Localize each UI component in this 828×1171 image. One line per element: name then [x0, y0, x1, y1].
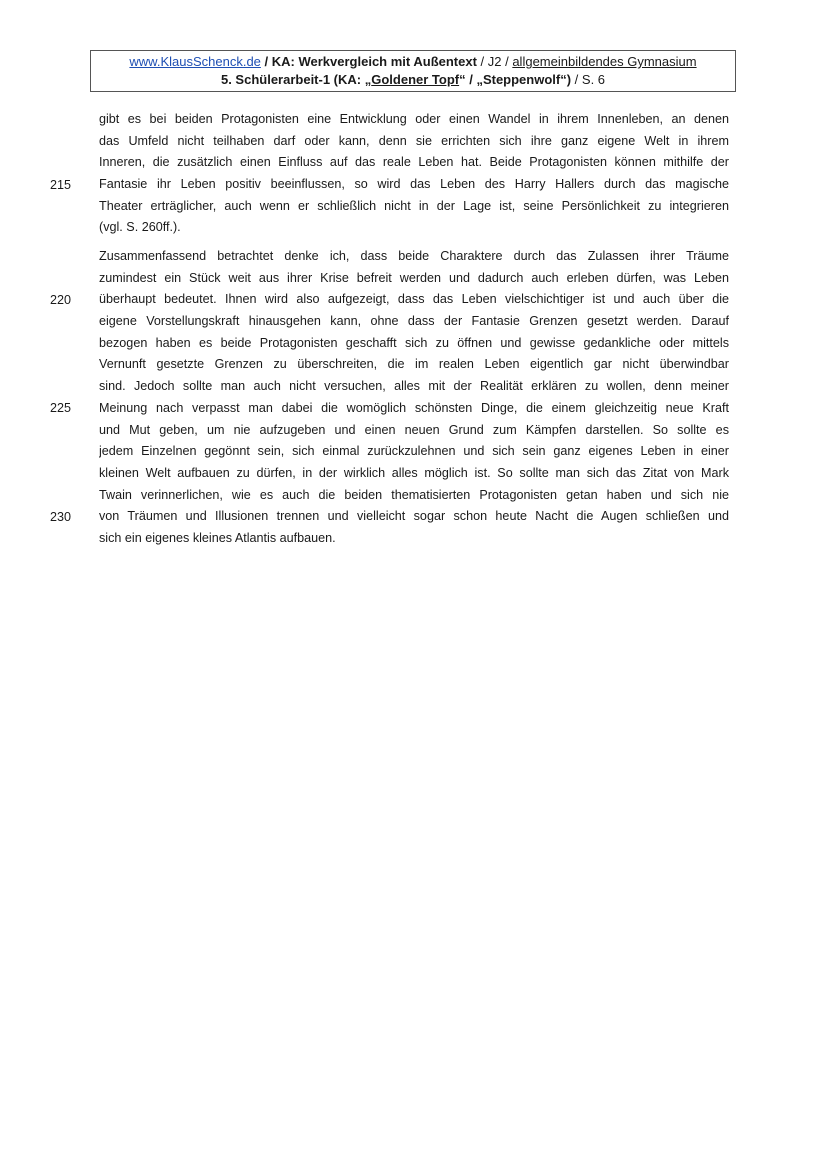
text-line: sind. Jedoch sollte man auch nicht versuchen, alles mit der Realität erklären zu wollen, denn meiner: [99, 379, 729, 394]
text-line: (vgl. S. 260ff.).: [99, 220, 181, 235]
line-number: 225: [50, 401, 72, 415]
header-line-1: [91, 53, 735, 71]
paragraph-1: [99, 109, 729, 239]
header-page-number: / S. 6: [571, 72, 606, 87]
text-line: jedem Einzelnen gegönnt sein, sich einmal zurückzulehnen und sich sein ganz eigenes Leben in einer: [99, 444, 729, 459]
text-line: überhaupt bedeutet. Ihnen wird also aufgezeigt, dass das Leben vielschichtiger ist und auch über die: [99, 292, 729, 307]
text-line: gibt es bei beiden Protagonisten eine Entwicklung oder einen Wandel in ihrem Innenleben, an denen: [99, 112, 729, 126]
text-line: Fantasie ihr Leben positiv beeinflussen, so wird das Leben des Harry Hallers durch das magische: [99, 177, 729, 192]
header-sep-2: / J2 /: [476, 54, 513, 69]
paragraph-2: [99, 246, 729, 550]
line-number: 220: [50, 293, 72, 307]
text-line: das Umfeld nicht teilhaben darf oder kann, denn sie errichten sich ihre ganz eigene Welt in ihrem: [99, 133, 729, 148]
header-assignment-prefix: 5. Schülerarbeit-1 (KA: „: [220, 72, 372, 87]
text-line: von Träumen und Illusionen trennen und vielleicht sogar schon heute Nacht die Augen schließen und: [99, 509, 729, 524]
header-sep-1: /: [260, 54, 272, 69]
header-assignment-mid: “ / „Steppenwolf“): [459, 72, 572, 87]
text-line: zumindest ein Stück weit aus ihrer Krise befreit werden und dadurch auch erleben dürfen, was Leben: [99, 270, 729, 285]
text-line: sich ein eigenes kleines Atlantis aufbauen.: [99, 530, 336, 545]
text-line: Inneren, die zusätzlich einen Einfluss auf das reale Leben hat. Beide Protagonisten können mithilfe der: [99, 155, 729, 170]
document-header: [90, 50, 736, 92]
text-line: und Mut geben, um nie aufzugeben und einen neuen Grund zum Kämpfen darstellen. So sollte es: [99, 422, 729, 437]
header-work-1: Goldener Topf: [371, 72, 460, 87]
header-category: KA: Werkvergleich mit Außentext: [271, 54, 477, 69]
text-line: Vernunft gesetzte Grenzen zu überschreiten, die im realen Leben eigentlich gar nicht überwindbar: [99, 357, 729, 372]
header-line-2: [91, 71, 735, 89]
text-line: Twain verinnerlichen, wie es auch die beiden thematisierten Protagonisten getan haben und sich nie: [99, 487, 729, 502]
text-line: Theater erträglicher, auch wenn er schließlich nicht in der Lage ist, seine Persönlichkeit zu integrieren: [99, 198, 729, 213]
text-line: eigene Vorstellungskraft hinausgehen kann, ohne dass der Fantasie Grenzen gesetzt werden. Darauf: [99, 314, 729, 329]
text-line: Meinung nach verpasst man dabei die womöglich schönsten Dinge, die einem gleichzeitig neue Kraft: [99, 400, 729, 415]
header-school: allgemeinbildendes Gymnasium: [512, 54, 697, 69]
line-number: 215: [50, 178, 72, 192]
site-link[interactable]: www.KlausSchenck.de: [129, 54, 261, 69]
text-line: kleinen Welt aufbauen zu dürfen, in der wirklich alles möglich ist. So sollte man sich das Zitat von Mark: [99, 465, 729, 480]
text-line: bezogen haben es beide Protagonisten geschafft sich zu öffnen und gewisse gedankliche oder mittels: [99, 335, 729, 350]
line-number: 230: [50, 510, 72, 524]
text-line: Zusammenfassend betrachtet denke ich, dass beide Charaktere durch das Zulassen ihrer Träume: [99, 249, 729, 263]
